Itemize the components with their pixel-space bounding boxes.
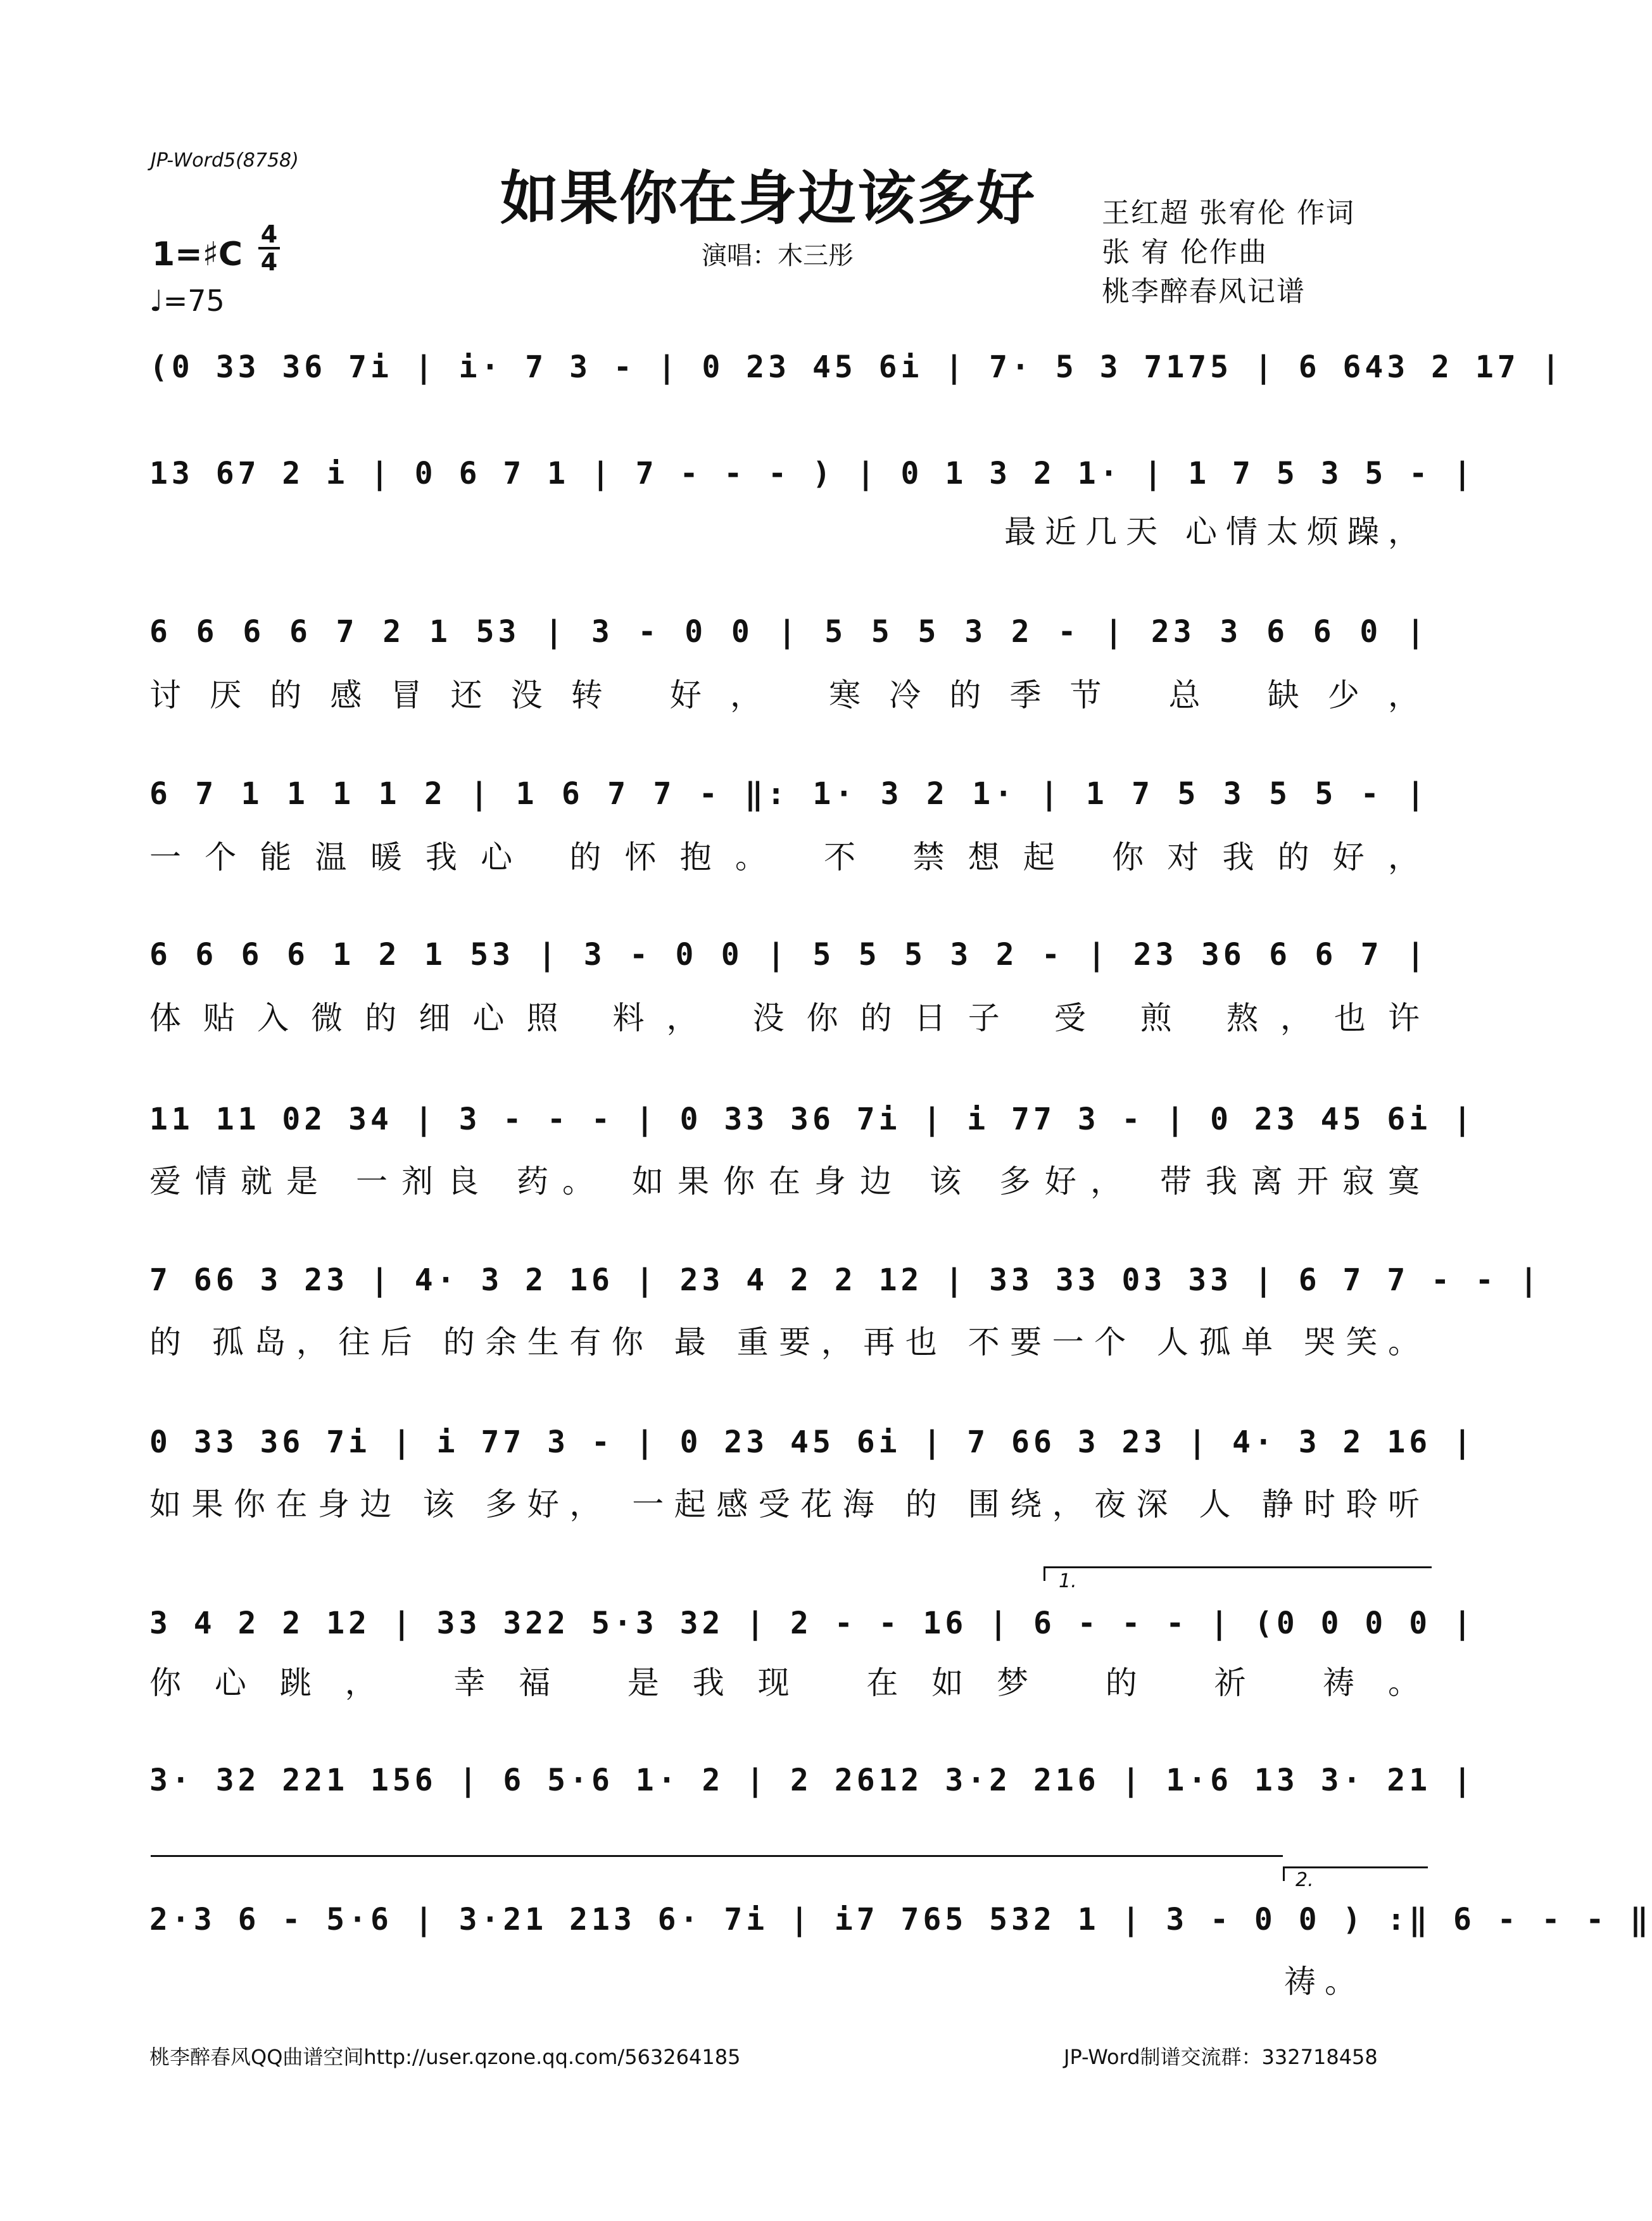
lyric-line: 讨厌的感冒还没转 好， 寒冷的季节 总 缺少，	[149, 677, 1428, 714]
lyric-line: 你心跳， 幸福 是我现 在如梦 的 祈 祷。	[149, 1664, 1428, 1701]
notation-line: 7 66 3 23 | 4· 3 2 16 | 23 4 2 2 12 | 33 33 03 33 | 6 7 7 - - |	[149, 1262, 1542, 1298]
notation-line: 13 67 2 i | 0 6 7 1 | 7 - - - ) | 0 1 3 2 1· | 1 7 5 3 5 - |	[149, 456, 1475, 491]
first-ending-extension	[151, 1855, 1283, 1857]
singer-line: 演唱：木三彤	[702, 241, 854, 270]
lyric-line: 最近几天 心情太烦躁，	[1004, 513, 1428, 550]
notation-line: 3 4 2 2 12 | 33 322 5·3 32 | 2 - - 16 | 6 - - - | (0 0 0 0 |	[149, 1606, 1475, 1641]
notation-line: (0 33 36 7i | i· 7 3 - | 0 23 45 6i | 7· 5 3 7175 | 6 643 2 17 |	[149, 349, 1564, 385]
time-signature-top: 4	[260, 220, 278, 248]
time-signature	[258, 220, 280, 276]
footer-link[interactable]: 桃李醉春风QQ曲谱空间http://user.qzone.qq.com/563264185	[149, 2045, 741, 2069]
second-ending-label: 2.	[1296, 1869, 1314, 1891]
notation-line: 0 33 36 7i | i 77 3 - | 0 23 45 6i | 7 66 3 23 | 4· 3 2 16 |	[149, 1425, 1475, 1460]
notation-line: 6 6 6 6 7 2 1 53 | 3 - 0 0 | 5 5 5 3 2 - | 23 3 6 6 0 |	[149, 614, 1428, 650]
first-ending-label: 1.	[1059, 1570, 1077, 1592]
lyric-line: 爱情就是 一剂良 药。 如果你在身边 该 多好， 带我离开寂寞	[149, 1163, 1428, 1200]
lyric-line: 如果你在身边 该 多好， 一起感受花海 的 围绕，夜深 人 静时聆听	[149, 1486, 1428, 1523]
lyric-line: 祷。	[1284, 1963, 1365, 2000]
first-ending-bracket	[1044, 1566, 1432, 1581]
lyricist-credit: 王红超 张宥伦 作词	[1102, 197, 1355, 229]
notation-line: 11 11 02 34 | 3 - - - | 0 33 36 7i | i 77 3 - | 0 23 45 6i |	[149, 1102, 1475, 1137]
tempo-marking: ♩=75	[149, 284, 225, 318]
lyric-line: 体贴入微的细心照 料， 没你的日子 受 煎 熬，也许	[149, 1000, 1428, 1036]
notation-line: 6 6 6 6 1 2 1 53 | 3 - 0 0 | 5 5 5 3 2 - | 23 36 6 6 7 |	[149, 937, 1428, 972]
software-label: JP-Word5(8758)	[151, 149, 299, 172]
composer-credit: 张 宥 伦作曲	[1102, 236, 1268, 268]
notation-line: 2·3 6 - 5·6 | 3·21 213 6· 7i | i7 765 532 1 | 3 - 0 0 ) :‖ 6 - - - ‖	[149, 1902, 1652, 1937]
key-signature: 1=♯C	[152, 236, 243, 274]
notation-line: 3· 32 221 156 | 6 5·6 1· 2 | 2 2612 3·2 216 | 1·6 13 3· 21 |	[149, 1763, 1475, 1798]
footer-group: JP-Word制谱交流群：332718458	[1064, 2045, 1378, 2069]
time-signature-bottom: 4	[260, 248, 278, 276]
lyric-line: 的 孤岛，往后 的余生有你 最 重要，再也 不要一个 人孤单 哭笑。	[149, 1324, 1428, 1361]
lyric-line: 一个能温暖我心 的怀抱。 不 禁想起 你对我的好，	[149, 839, 1428, 876]
transcriber-credit: 桃李醉春风记谱	[1102, 275, 1306, 308]
song-title: 如果你在身边该多好	[500, 164, 1037, 232]
notation-line: 6 7 1 1 1 1 2 | 1 6 7 7 - ‖: 1· 3 2 1· | 1 7 5 3 5 5 - |	[149, 776, 1428, 812]
